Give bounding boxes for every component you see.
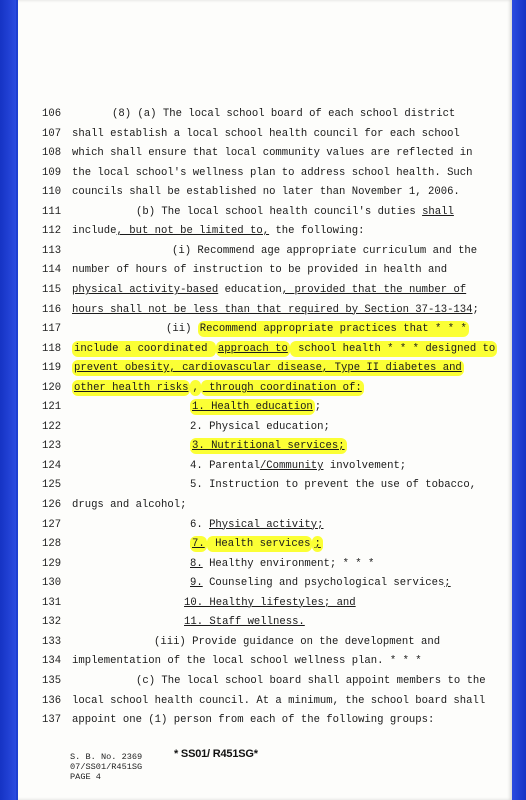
text-segment: Counseling and psychological services (202, 577, 445, 590)
document-line (18, 260, 512, 280)
line-number: 113 (42, 244, 62, 257)
text-segment: 6. (190, 518, 210, 531)
line-text (190, 397, 321, 417)
document-line (18, 339, 512, 359)
line-number: 107 (42, 127, 62, 140)
text-segment: councils shall be established no later than November 1, 2006. (72, 186, 460, 199)
highlighted-text: , (192, 381, 199, 394)
text-segment: 5. Instruction to prevent the use of tobacco, (190, 479, 477, 492)
line-number: 134 (42, 655, 62, 668)
line-number: 117 (42, 323, 62, 336)
line-text (72, 163, 473, 183)
line-text (190, 554, 374, 574)
line-text (72, 651, 422, 671)
text-segment: 2. Physical education; (190, 420, 330, 433)
document-line (18, 475, 512, 495)
text-segment: Healthy environment; * * * (202, 557, 375, 570)
line-number: 133 (42, 635, 62, 648)
text-segment: local school health council. At a minimum, the school board shall (72, 694, 486, 707)
text-segment: Physical activity; (209, 518, 324, 531)
document-line (18, 280, 512, 300)
document-line (18, 554, 512, 574)
text-segment: the local school's wellness plan to address school health. Such (72, 166, 473, 179)
text-segment: shall establish a local school health council for each school (72, 127, 460, 140)
document-line (18, 124, 512, 144)
line-number: 126 (42, 499, 62, 511)
line-number: 112 (42, 225, 62, 238)
line-text (72, 300, 479, 320)
document-line (18, 378, 512, 398)
footer-bill-number: S. B. No. 2369 (70, 752, 143, 762)
footer-code: 07/SS01/R451SG (70, 762, 143, 772)
line-text (154, 632, 440, 652)
line-number: 122 (42, 420, 62, 433)
line-number: 130 (42, 577, 62, 590)
text-segment: hours shall not be less than that required by Section 37-13-134 (72, 303, 473, 316)
binder-edge-right (512, 0, 526, 800)
line-number: 111 (42, 205, 62, 218)
text-segment: /Community (259, 459, 324, 472)
line-number: 127 (42, 518, 62, 531)
line-number: 114 (42, 264, 62, 277)
document-line (18, 358, 512, 378)
line-text (190, 456, 406, 476)
highlighted-text: approach to (217, 342, 288, 355)
highlighted-text: Health services (208, 538, 311, 551)
line-number: 118 (42, 342, 62, 355)
line-text (136, 671, 486, 691)
line-number: 115 (42, 283, 62, 296)
text-segment: (b) The local school health council's duties (136, 205, 423, 218)
highlighted-text: prevent obesity, cardiovascular disease, Type II diabetes and (74, 362, 462, 375)
document-line (18, 495, 512, 515)
line-text (72, 339, 497, 359)
document-line (18, 593, 512, 613)
document-line (18, 456, 512, 476)
line-text (112, 104, 455, 124)
text-segment: appoint one (1) person from each of the following groups: (72, 714, 435, 727)
text-segment: shall (422, 205, 454, 218)
line-number: 125 (42, 479, 62, 492)
line-text (72, 143, 473, 163)
text-segment: 4. Parental (190, 459, 260, 472)
highlighted-text: other health risks (74, 381, 189, 394)
document-line (18, 143, 512, 163)
line-number: 128 (42, 538, 62, 551)
line-number: 106 (42, 108, 62, 120)
footer-page-number: PAGE 4 (70, 772, 101, 782)
document-line (18, 632, 512, 652)
text-segment: ; (444, 577, 451, 590)
document-page (18, 0, 512, 800)
text-segment: implementation of the local school wellness plan. * * * (72, 655, 422, 668)
line-number: 131 (42, 596, 62, 609)
document-line (18, 202, 512, 222)
document-line (18, 221, 512, 241)
line-number: 123 (42, 440, 62, 453)
line-text (72, 260, 447, 280)
document-line (18, 163, 512, 183)
text-segment: 11. Staff wellness. (184, 616, 305, 629)
line-text (190, 417, 330, 437)
line-text (72, 710, 434, 730)
text-segment: (i) Recommend age appropriate curriculum and the (172, 244, 478, 257)
text-segment: ; (314, 401, 322, 414)
document-line (18, 671, 512, 691)
text-segment: the following: (269, 225, 365, 238)
line-text (136, 202, 454, 222)
line-text (72, 124, 460, 144)
text-segment: ; (472, 303, 479, 316)
text-segment: drugs and alcohol; (72, 499, 187, 511)
text-segment: 8. (190, 557, 203, 570)
document-line (18, 573, 512, 593)
line-number: 108 (42, 147, 62, 160)
text-segment: (iii) Provide guidance on the development and (154, 635, 441, 648)
line-number: 137 (42, 714, 62, 727)
document-line (18, 691, 512, 711)
line-number: 124 (42, 459, 62, 472)
line-text (72, 182, 460, 202)
text-segment: education (218, 283, 282, 296)
text-segment: 9. (190, 577, 203, 590)
line-number: 132 (42, 616, 62, 629)
text-segment: , provided that the number of (281, 283, 467, 296)
line-number: 129 (42, 557, 62, 570)
footer-stamp: * SS01/ R451SG* (174, 748, 258, 760)
page-footer (70, 752, 142, 782)
line-number: 135 (42, 674, 62, 687)
line-text (190, 534, 323, 554)
document-line (18, 319, 512, 339)
document-line (18, 241, 512, 261)
highlighted-text: through coordination of: (202, 381, 362, 394)
text-segment: involvement; (323, 459, 407, 472)
line-text (172, 241, 477, 261)
line-text (72, 691, 485, 711)
text-segment: physical activity-based (72, 283, 219, 296)
text-segment: number of hours of instruction to be provided in health and (72, 264, 448, 277)
text-segment: (8) (a) The local school board of each school district (112, 108, 456, 120)
line-number: 121 (42, 401, 62, 414)
highlighted-text: 3. Nutritional services; (192, 440, 345, 453)
line-text (190, 515, 324, 535)
document-line (18, 104, 512, 124)
document-line (18, 515, 512, 535)
line-text (184, 612, 305, 632)
line-number: 116 (42, 303, 62, 316)
highlighted-text: 7. (192, 538, 205, 551)
line-text (72, 495, 186, 515)
text-segment: 10. Healthy lifestyles; and (184, 596, 356, 609)
document-line (18, 534, 512, 554)
line-number: 109 (42, 166, 62, 179)
line-number: 110 (42, 186, 62, 199)
line-text (72, 221, 364, 241)
line-text (72, 378, 364, 398)
line-text (72, 280, 466, 300)
document-line (18, 417, 512, 437)
document-line (18, 651, 512, 671)
line-number: 120 (42, 381, 62, 394)
highlighted-text: include a coordinated (74, 342, 214, 355)
document-line (18, 300, 512, 320)
document-line (18, 612, 512, 632)
line-number: 119 (42, 362, 62, 375)
text-segment: , but not be limited to, (116, 225, 270, 238)
text-segment: include (72, 225, 117, 238)
highlighted-text: 1. Health education (192, 401, 313, 414)
line-text (72, 358, 464, 378)
line-text (190, 436, 347, 456)
line-text (190, 573, 451, 593)
document-line (18, 436, 512, 456)
document-line (18, 397, 512, 417)
line-text (184, 593, 356, 613)
highlighted-text: school health * * * designed to (291, 342, 496, 355)
text-segment: which shall ensure that local community values are reflected in (72, 147, 473, 160)
highlighted-text: Recommend appropriate practices that * * * (199, 323, 467, 336)
document-line (18, 182, 512, 202)
binder-edge-left (0, 0, 16, 800)
highlighted-text: ; (314, 538, 321, 551)
text-segment: (c) The local school board shall appoint members to the (136, 674, 486, 687)
line-number: 136 (42, 694, 62, 707)
text-segment: (ii) (166, 323, 198, 336)
line-text (166, 319, 469, 339)
document-line (18, 710, 512, 730)
line-text (190, 475, 476, 495)
